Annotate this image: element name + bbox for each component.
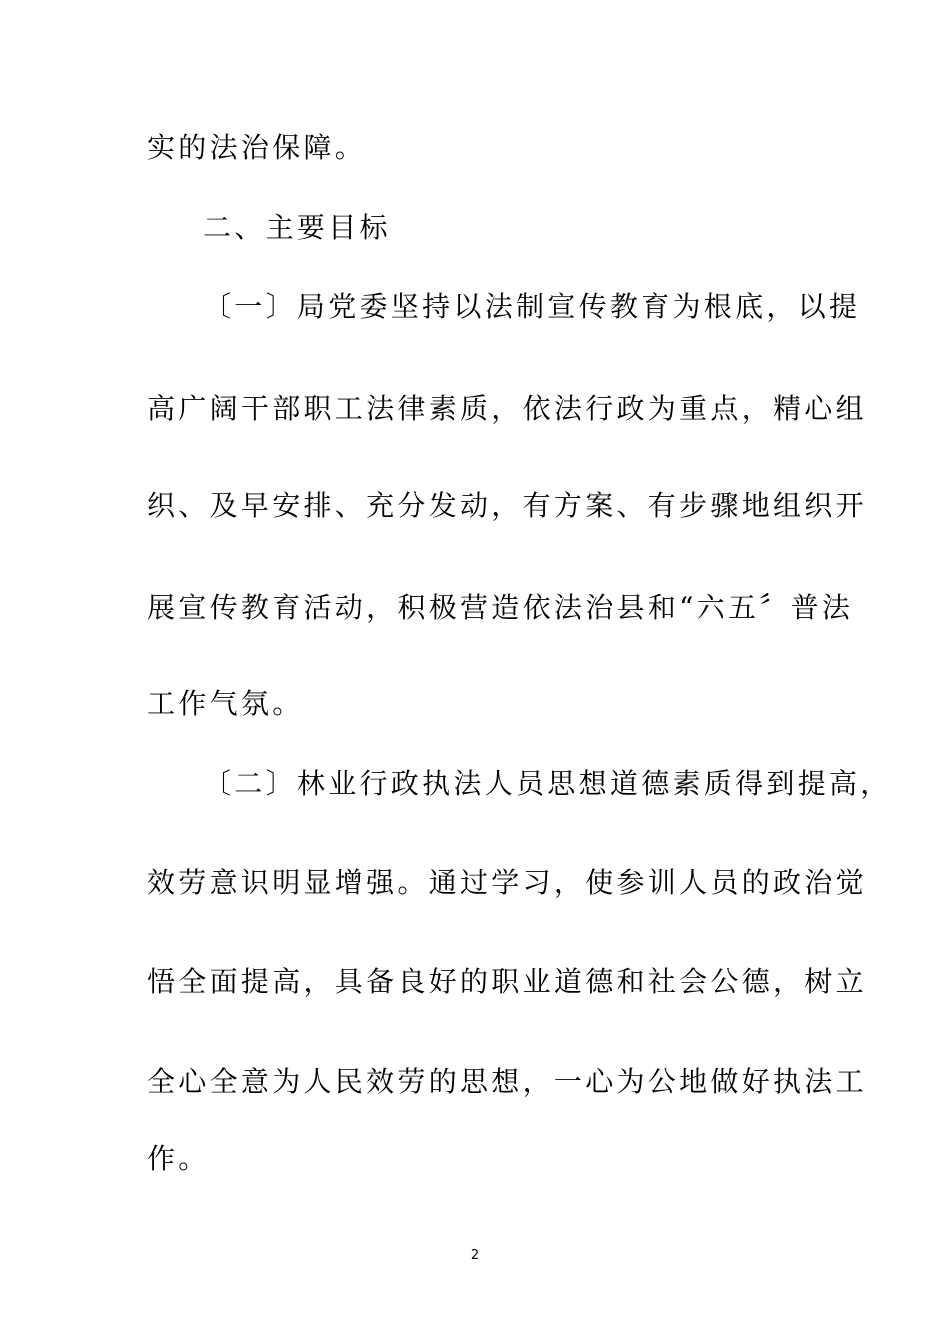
text-line: 〔一〕局党委坚持以法制宣传教育为根底，以提 xyxy=(203,290,861,323)
text-line: 全心全意为人民效劳的思想，一心为公地做好执法工 xyxy=(147,1065,867,1098)
text-line: 悟全面提高，具备良好的职业道德和社会公德，树立 xyxy=(147,965,867,998)
text-line: 实的法治保障。 xyxy=(147,131,367,164)
page-number: 2 xyxy=(470,1248,480,1263)
section-heading: 二、主要目标 xyxy=(203,211,391,244)
text-line: 高广阔干部职工法律素质，依法行政为重点，精心组 xyxy=(147,392,867,425)
text-line: 织、及早安排、充分发动，有方案、有步骤地组织开 xyxy=(147,489,867,522)
text-line: 效劳意识明显增强。通过学习，使参训人员的政治觉 xyxy=(147,866,867,899)
text-line: 〔二〕林业行政执法人员思想道德素质得到提高， xyxy=(203,767,892,800)
text-line: 工作气氛。 xyxy=(147,687,304,720)
text-line: 展宣传教育活动，积极营造依法治县和“六五〞普法 xyxy=(147,591,854,624)
text-line: 作。 xyxy=(147,1142,210,1175)
